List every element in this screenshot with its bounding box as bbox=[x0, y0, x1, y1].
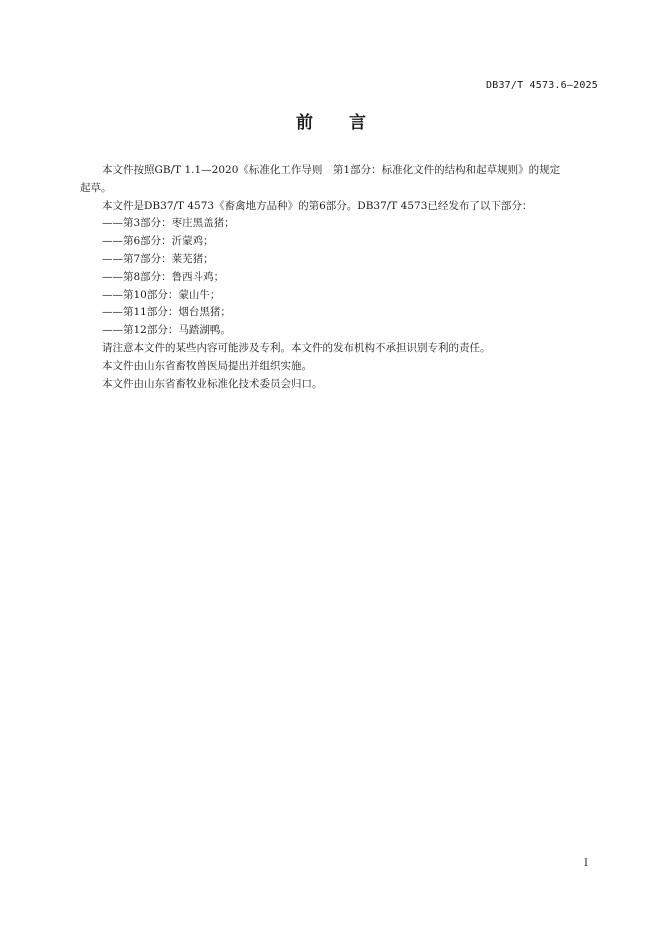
list-item-part-12: ——第12部分：马踏湖鸭。 bbox=[102, 324, 231, 337]
page-number: I bbox=[584, 858, 588, 869]
list-item-part-10: ——第10部分：蒙山牛； bbox=[102, 288, 221, 301]
document-number: DB37/T 4573.6—2025 bbox=[486, 80, 598, 91]
paragraph-drafting-rules: 本文件按照GB/T 1.1—2020《标准化工作导则 第1部分：标准化文件的结构和起草规则》的规定 bbox=[102, 164, 561, 176]
foreword-body bbox=[80, 162, 600, 393]
paragraph-patent-notice: 请注意本文件的某些内容可能涉及专利。本文件的发布机构不承担识别专利的责任。 bbox=[102, 341, 491, 354]
paragraph-technical-committee: 本文件由山东省畜牧业标准化技术委员会归口。 bbox=[102, 377, 323, 390]
list-item-part-7: ——第7部分：莱芜猪； bbox=[102, 252, 214, 265]
page-title: 前言 bbox=[296, 113, 402, 133]
paragraph-drafting-rules-continued: 起草。 bbox=[80, 181, 112, 194]
paragraph-proposer: 本文件由山东省畜牧兽医局提出并组织实施。 bbox=[102, 359, 312, 372]
paragraph-part-statement: 本文件是DB37/T 4573《畜禽地方品种》的第6部分。DB37/T 4573已经发布了以下部分： bbox=[102, 199, 533, 212]
list-item-part-8: ——第8部分：鲁西斗鸡； bbox=[102, 270, 225, 283]
list-item-part-6: ——第6部分：沂蒙鸡； bbox=[102, 235, 214, 248]
list-item-part-3: ——第3部分：枣庄黑盖猪； bbox=[102, 217, 235, 230]
list-item-part-11: ——第11部分：烟台黑猪； bbox=[102, 306, 231, 319]
